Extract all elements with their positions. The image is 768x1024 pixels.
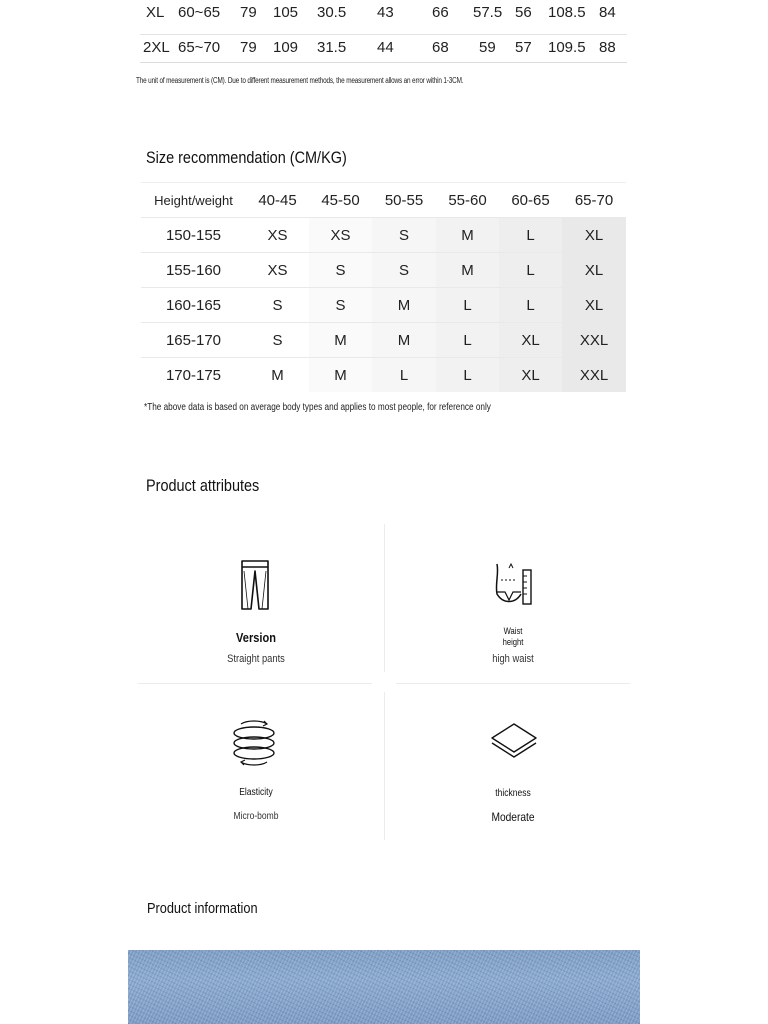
table-cell: 160-165: [141, 288, 246, 323]
table-header-row: [141, 183, 626, 218]
table-cell: L: [372, 358, 436, 393]
attribute-label: Version: [236, 630, 276, 645]
attributes-divider: [384, 524, 385, 672]
table-row: [141, 323, 626, 358]
attribute-value: high waist: [492, 653, 534, 665]
table-cell: XS: [309, 218, 372, 253]
table-row: [141, 288, 626, 323]
measurement-cell: 30.5: [317, 4, 347, 21]
attributes-divider: [384, 692, 385, 840]
attribute-label-line: height: [502, 637, 524, 647]
table-cell: XL: [499, 358, 562, 393]
thickness-layers-icon: [490, 722, 538, 762]
measurement-cell: 44: [377, 39, 394, 56]
measurement-cell: 79: [240, 39, 257, 56]
header-cell: 40-45: [246, 183, 309, 218]
attribute-value: Straight pants: [227, 653, 285, 665]
size-recommendation-title: Size recommendation (CM/KG): [146, 148, 347, 167]
measurement-cell: 43: [377, 4, 394, 21]
table-cell: L: [436, 358, 499, 393]
table-cell: S: [246, 323, 309, 358]
table-cell: L: [499, 218, 562, 253]
elasticity-icon: [231, 720, 277, 766]
header-cell: Height/weight: [141, 183, 246, 218]
header-cell: 50-55: [372, 183, 436, 218]
attribute-value: Moderate: [491, 810, 535, 824]
pants-icon: [239, 559, 271, 611]
attribute-label-line: Waist: [503, 626, 523, 636]
table-row: [141, 253, 626, 288]
table-cell: S: [309, 288, 372, 323]
table-cell: M: [246, 358, 309, 393]
table-row: [141, 218, 626, 253]
table-cell: M: [372, 323, 436, 358]
measurement-cell: 84: [599, 4, 616, 21]
measurement-cell: 57.5: [473, 4, 503, 21]
table-cell: 155-160: [141, 253, 246, 288]
table-cell: M: [309, 358, 372, 393]
denim-fabric-image: [128, 950, 640, 1024]
attribute-label: thickness: [495, 788, 531, 799]
attribute-version: [140, 524, 372, 674]
measurement-cell: 88: [599, 39, 616, 56]
measurement-cell: XL: [146, 4, 165, 21]
attribute-value: Micro-bomb: [233, 811, 279, 822]
table-cell: S: [246, 288, 309, 323]
header-cell: 45-50: [309, 183, 372, 218]
attributes-divider: [396, 683, 630, 684]
table-cell: L: [499, 253, 562, 288]
table-cell: XL: [562, 288, 626, 323]
table-cell: XXL: [562, 358, 626, 393]
waist-height-icon: [493, 562, 535, 606]
attribute-waist-height: [396, 524, 630, 674]
table-cell: 165-170: [141, 323, 246, 358]
measurement-cell: 2XL: [143, 39, 170, 56]
table-cell: XS: [246, 253, 309, 288]
header-cell: 65-70: [562, 183, 626, 218]
table-row: [141, 358, 626, 393]
measurement-cell: 79: [240, 4, 257, 21]
table-cell: 170-175: [141, 358, 246, 393]
product-information-title: Product information: [147, 900, 258, 917]
table-cell: M: [309, 323, 372, 358]
measurement-cell: 31.5: [317, 39, 347, 56]
measurement-cell: 57: [515, 39, 532, 56]
table-cell: XL: [562, 218, 626, 253]
header-cell: 55-60: [436, 183, 499, 218]
measurement-cell: 65~70: [178, 39, 221, 56]
table-cell: S: [372, 218, 436, 253]
attributes-divider: [138, 683, 372, 684]
table-divider: [140, 62, 627, 63]
size-recommendation-note: *The above data is based on average body types and applies to most people, for reference only: [144, 402, 491, 413]
table-cell: L: [499, 288, 562, 323]
attribute-elasticity: [140, 692, 372, 842]
measurement-cell: 60~65: [178, 4, 221, 21]
table-cell: XXL: [562, 323, 626, 358]
table-cell: 150-155: [141, 218, 246, 253]
measurement-row-2xl: [140, 34, 627, 69]
measurement-row-xl: [140, 0, 627, 34]
table-cell: L: [436, 288, 499, 323]
measurement-cell: 109.5: [548, 39, 586, 56]
table-cell: S: [309, 253, 372, 288]
table-cell: M: [436, 253, 499, 288]
table-cell: L: [436, 323, 499, 358]
size-recommendation-table: [141, 182, 626, 392]
attribute-label: Elasticity: [239, 787, 273, 798]
measurement-cell: 66: [432, 4, 449, 21]
attribute-thickness: [396, 692, 630, 842]
table-cell: XL: [562, 253, 626, 288]
table-cell: M: [436, 218, 499, 253]
attribute-label: [414, 626, 613, 648]
table-cell: S: [372, 253, 436, 288]
table-cell: M: [372, 288, 436, 323]
product-attributes-title: Product attributes: [146, 476, 260, 495]
measurement-cell: 59: [479, 39, 496, 56]
measurement-cell: 56: [515, 4, 532, 21]
measurement-note: The unit of measurement is (CM). Due to different measurement methods, the measurement allows an error within 1-3CM.: [136, 76, 464, 85]
measurement-cell: 68: [432, 39, 449, 56]
table-cell: XL: [499, 323, 562, 358]
measurement-cell: 105: [273, 4, 299, 21]
header-cell: 60-65: [499, 183, 562, 218]
measurement-cell: 108.5: [548, 4, 586, 21]
table-cell: XS: [246, 218, 309, 253]
measurement-cell: 109: [273, 39, 299, 56]
